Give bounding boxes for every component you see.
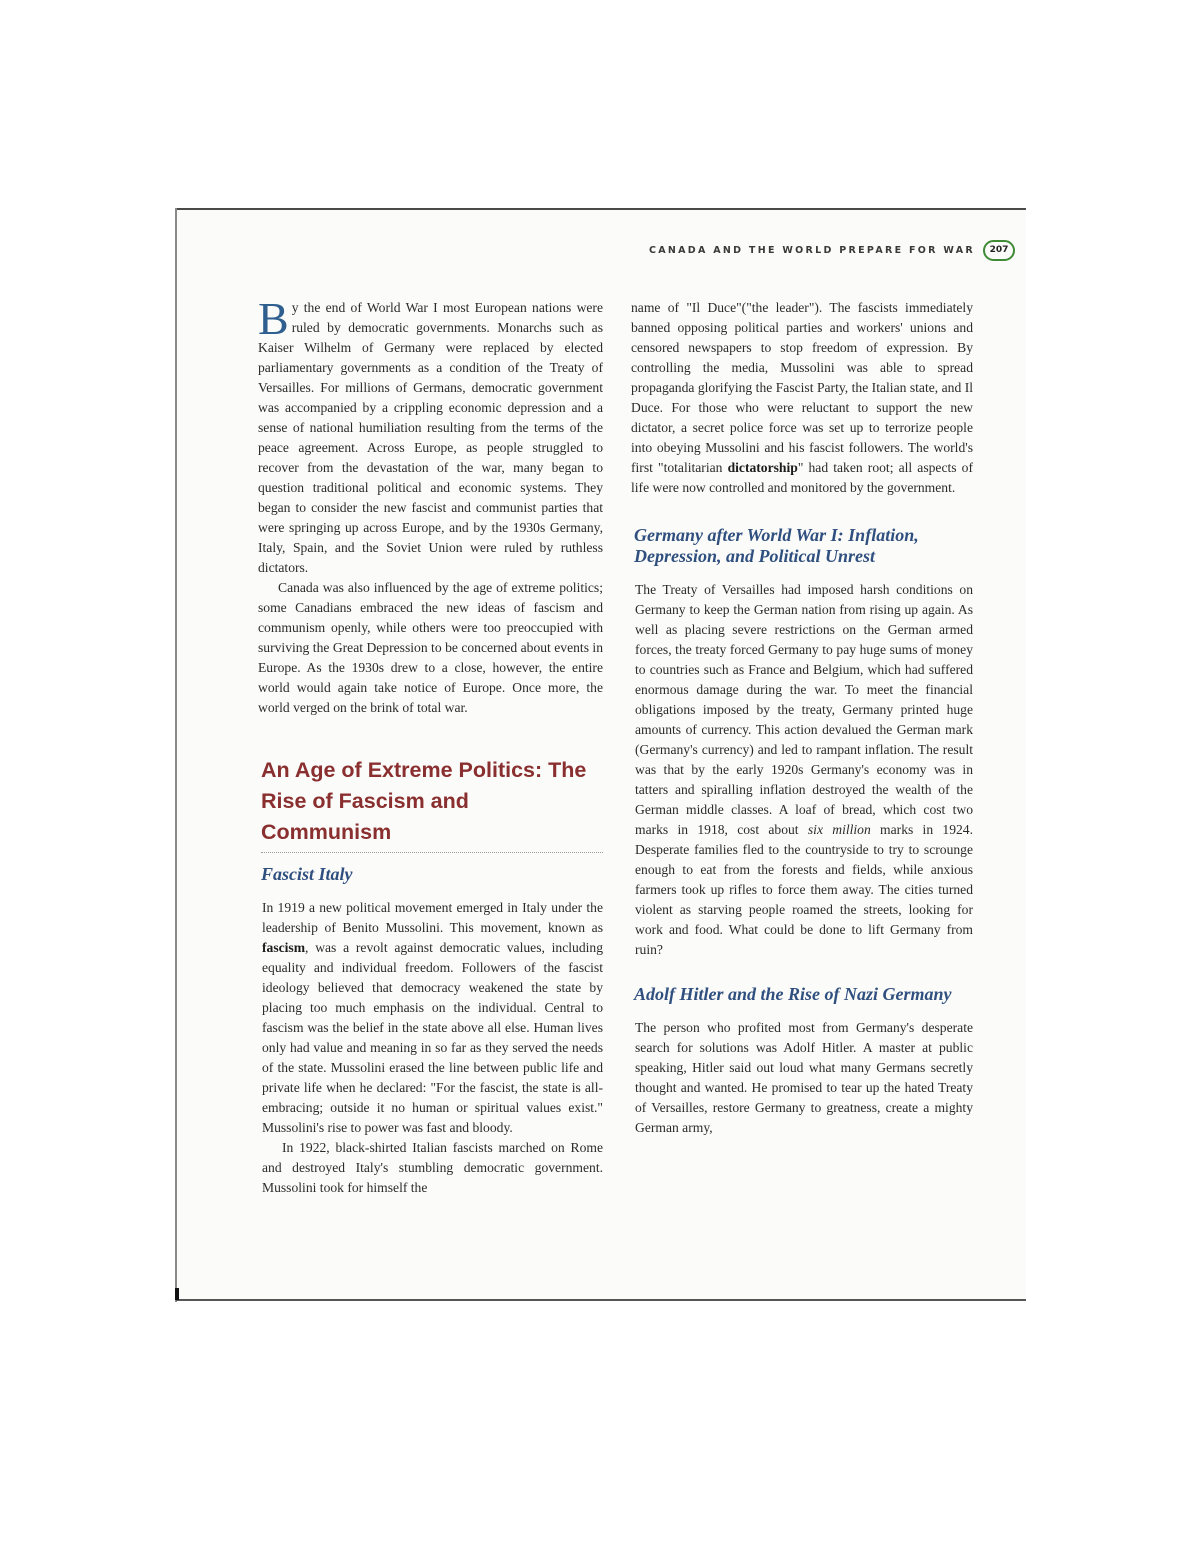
scan-corner-mark: [175, 1288, 179, 1300]
italy-p1-text-b: , was a revolt against democratic values, including equality and individual freedom. Followers of the fascist ideology believed that democracy weakened the state by placing too much emphasis on the individual. Central to fascism was the belief in the state above all else. Human lives only had value and meaning in so far as they served the needs of the state. Mussolini erased the line between public life and private life when he declared: "For the fascist, the state is all-embracing; outside it no human or spiritual values exist." Mussolini's rise to power was fast and bloody.: [262, 940, 603, 1135]
italy-paragraph-1: [262, 898, 603, 1138]
continuation-text-a: name of "Il Duce"("the leader"). The fascists immediately banned opposing political parties and workers' unions and censored newspapers to stop freedom of expression. By controlling the media, Mussolini was able to spread propaganda glorifying the Fascist Party, the Italian state, and Il Duce. For those who were reluctant to support the new dictator, a secret police force was set up to terrorize people into obeying Mussolini and his fascist followers. The world's first "totalitarian: [631, 300, 973, 475]
fascist-italy-heading: Fascist Italy: [261, 864, 353, 884]
page-edge-left: [175, 208, 177, 1302]
page-edge-top: [176, 208, 1026, 210]
germany-text-b: marks in 1924. Desperate families fled to the countryside to try to scrounge enough to eat from the forests and fields, while anxious farmers took up rifles to force them away. The cities turned violent as starving people roamed the streets, looking for work and food. What could be done to lift Germany from ruin?: [635, 822, 973, 957]
germany-text-a: The Treaty of Versailles had imposed harsh conditions on Germany to keep the German nation from rising up again. As well as placing severe restrictions on the German armed forces, the treaty forced Germany to pay huge sums of money to countries such as France and Belgium, which had suffered enormous damage during the war. To meet the financial obligations imposed by the treaty, Germany printed huge amounts of currency. This action devalued the German mark (Germany's currency) and led to rampant inflation. The result was that by the early 1920s Germany's economy was in tatters and spiralling inflation destroyed the wealth of the German middle classes. A loaf of bread, which cost two marks in 1918, cost about: [635, 582, 973, 837]
hitler-heading: Adolf Hitler and the Rise of Nazi Germany: [634, 984, 952, 1004]
right-column: [631, 298, 973, 1138]
germany-paragraph: [631, 580, 973, 960]
intro-paragraph: [258, 293, 603, 578]
term-fascism: fascism: [262, 940, 306, 955]
term-dictatorship: dictatorship: [727, 460, 798, 475]
section-title: An Age of Extreme Politics: The Rise of Fascism and Communism: [261, 758, 587, 844]
page-number-badge: 207: [983, 240, 1015, 261]
canada-paragraph: Canada was also influenced by the age of extreme politics; some Canadians embraced the new ideas of fascism and communism openly, while others were too preoccupied with surviving the Great Depression to be concerned about events in Europe. As the 1930s drew to a close, however, the entire world would again take notice of Europe. Once more, the world verged on the brink of total war.: [258, 580, 603, 715]
running-title: CANADA AND THE WORLD PREPARE FOR WAR: [648, 244, 975, 256]
continuation-paragraph: [631, 298, 973, 498]
fascist-italy-body: [258, 898, 603, 1198]
six-million-emphasis: six million: [807, 822, 871, 837]
left-column: [258, 293, 603, 1198]
page-edge-bottom: [176, 1299, 1026, 1301]
continuation-text-b: " had taken root; all aspects of life were now controlled and monitored by the government.: [631, 460, 973, 495]
drop-cap: B: [258, 293, 289, 344]
italy-paragraph-2: In 1922, black-shirted Italian fascists marched on Rome and destroyed Italy's stumbling democratic government. Mussolini took for himself the: [262, 1140, 603, 1195]
running-header: [640, 238, 1015, 262]
intro-text: y the end of World War I most European nations were ruled by democratic governments. Monarchs such as Kaiser Wilhelm of Germany were replaced by elected parliamentary governments as a condition of the Treaty of Versailles. For millions of Germans, democratic government was accompanied by a crippling economic depression and a sense of national humiliation resulting from the terms of the peace agreement. Across Europe, as people struggled to recover from the devastation of the war, many began to question traditional political and economic systems. They began to consider the new fascist and communist parties that were springing up across Europe, and by the 1930s Germany, Italy, Spain, and the Soviet Union were ruled by ruthless dictators.: [258, 300, 603, 575]
germany-heading: Germany after World War I: Inflation, Depression, and Political Unrest: [634, 525, 919, 566]
hitler-paragraph: The person who profited most from Germany's desperate search for solutions was Adolf Hitler. A master at public speaking, Hitler said out loud what many Germans secretly thought and wanted. He promised to tear up the hated Treaty of Versailles, restore Germany to greatness, create a mighty German army,: [635, 1020, 973, 1135]
italy-p1-text-a: In 1919 a new political movement emerged in Italy under the leadership of Benito Mussolini. This movement, known as: [262, 900, 603, 935]
section-divider: [261, 852, 603, 853]
